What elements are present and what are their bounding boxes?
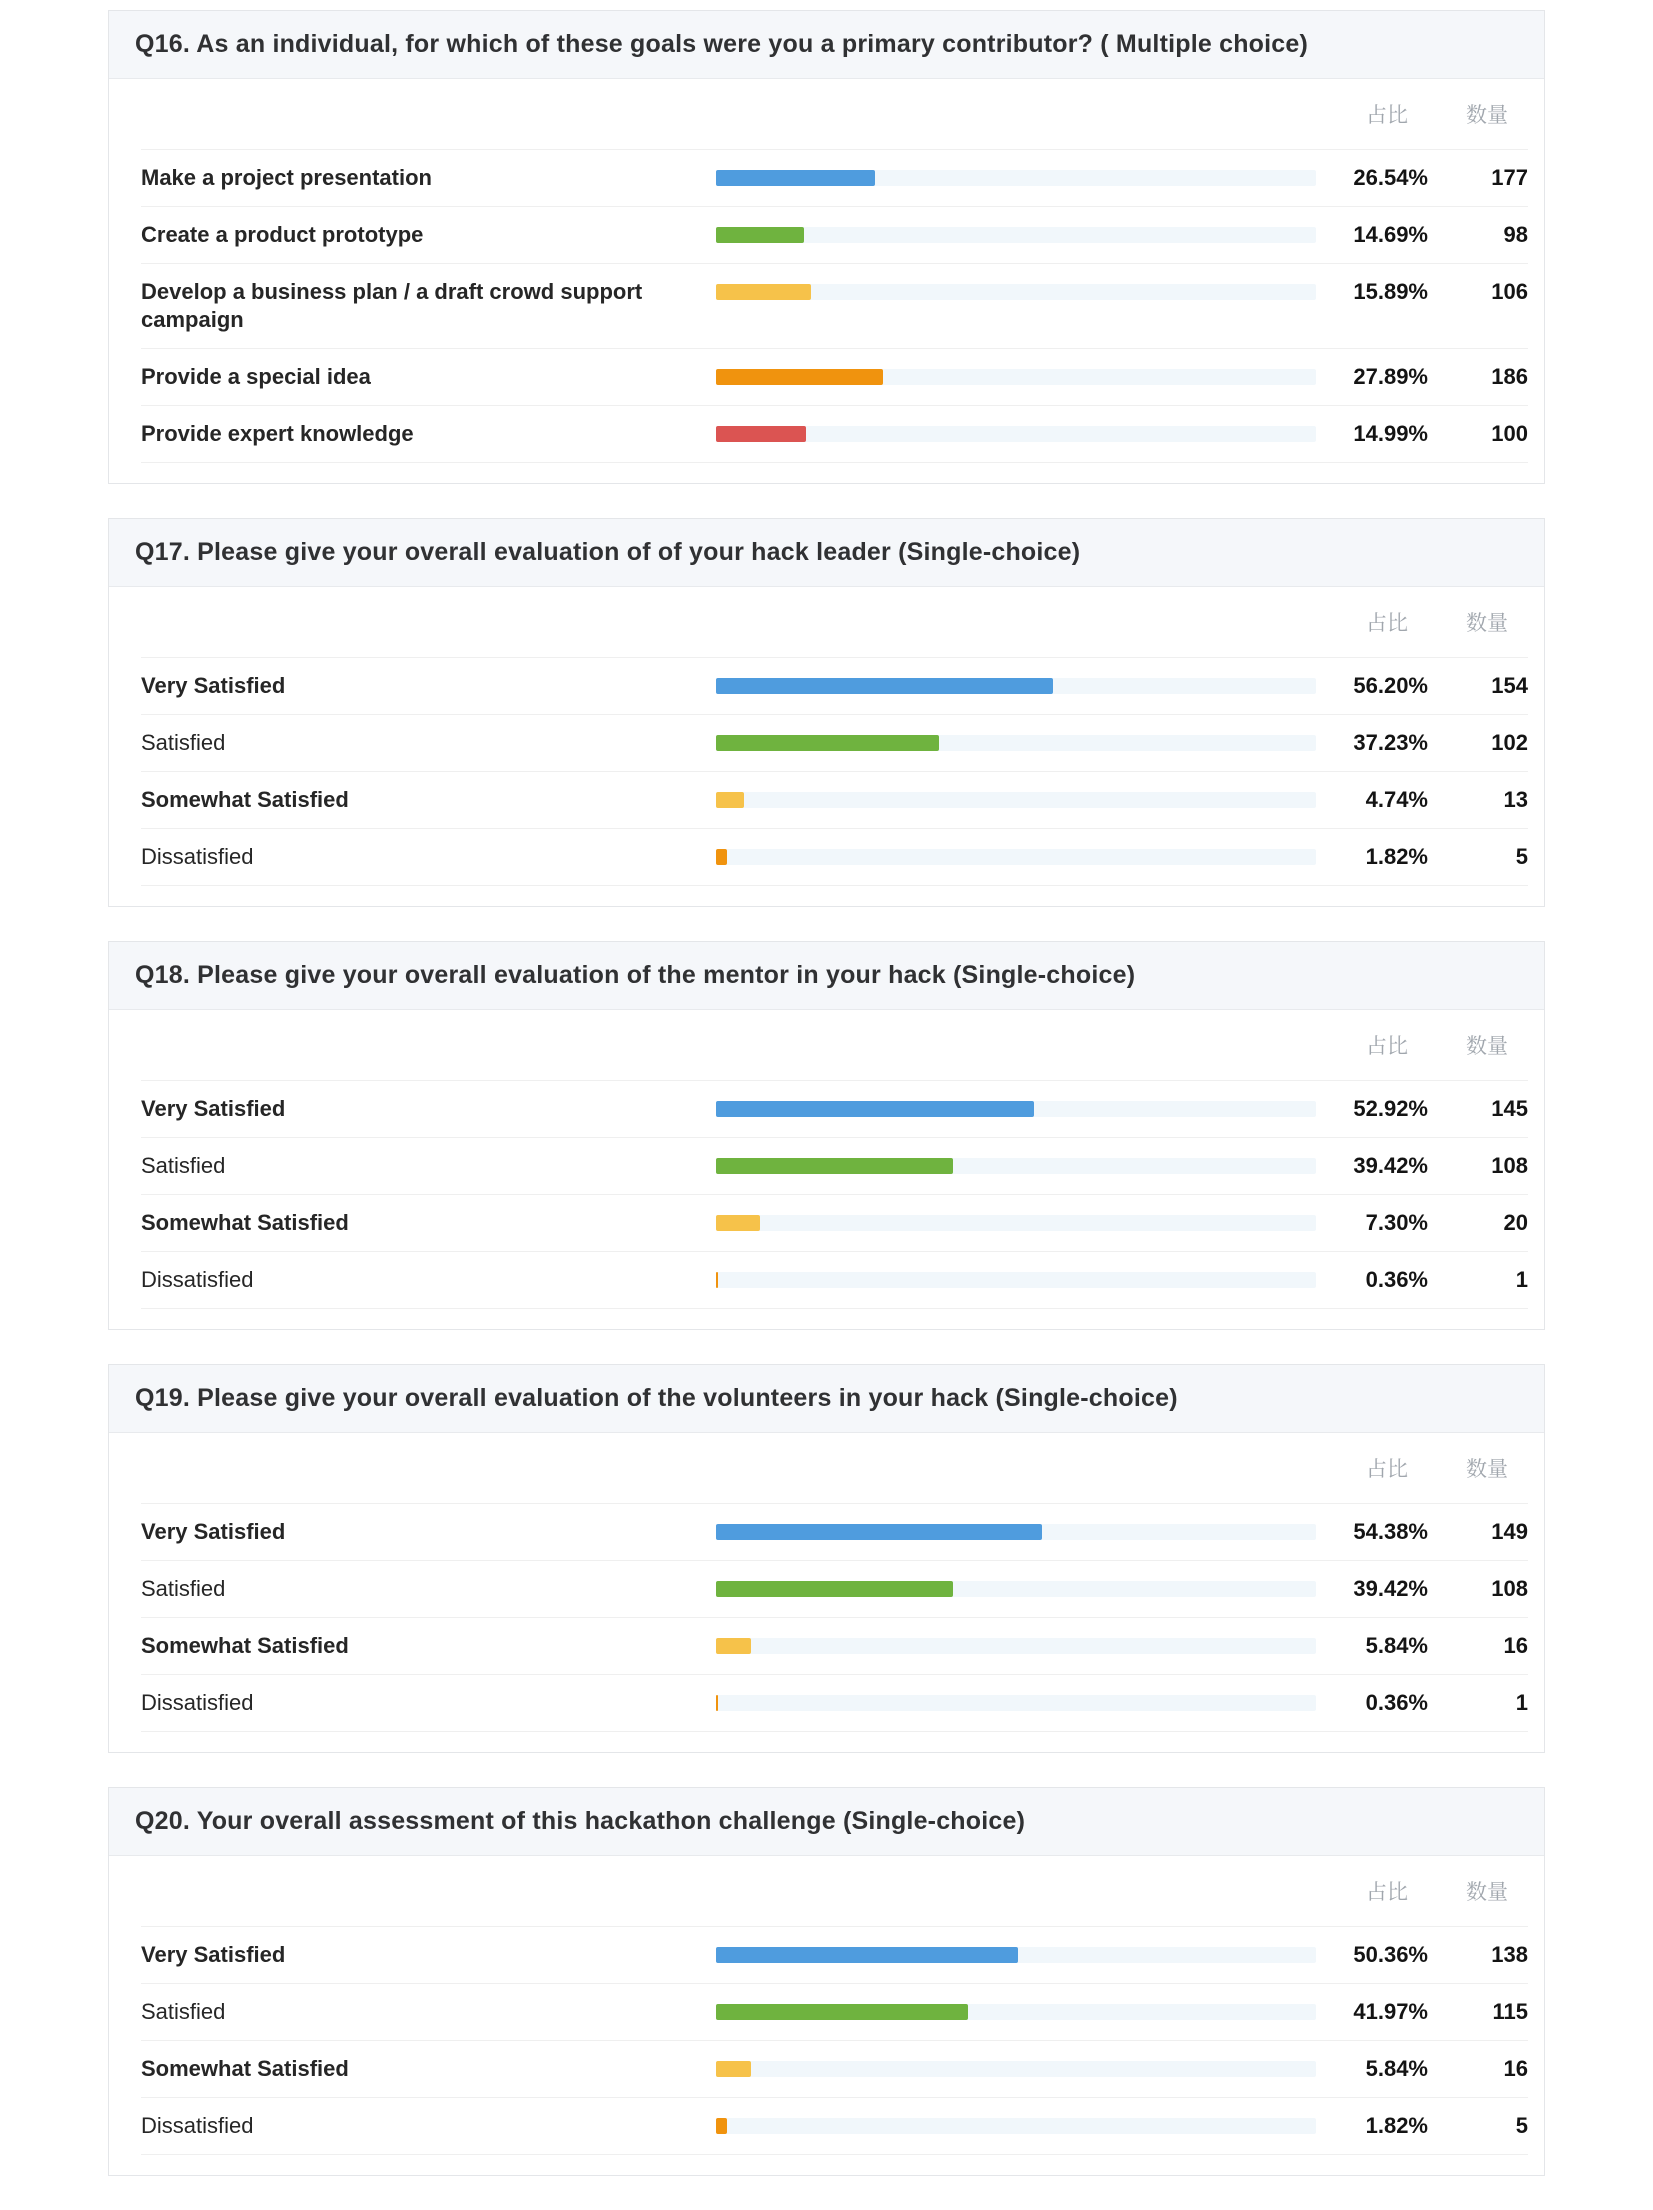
count-value: 102 [1491,730,1528,755]
bar-track [716,1581,1316,1597]
answer-label: Satisfied [141,1999,226,2024]
count-value: 108 [1491,1576,1528,1601]
bar-track [716,426,1316,442]
count-value: 106 [1491,279,1528,304]
table-row [141,715,1528,772]
answer-label: Make a project presentation [141,165,432,190]
bar-track [716,1101,1316,1117]
table-row [141,658,1528,715]
bar-fill [716,426,806,442]
count-value: 186 [1491,364,1528,389]
percent-value: 14.69% [1353,222,1428,247]
percent-value: 54.38% [1353,1519,1428,1544]
question-header [109,942,1544,1010]
bar-track [716,792,1316,808]
bar-fill [716,1524,1042,1540]
percent-value: 0.36% [1365,1690,1428,1715]
table-row [141,1927,1528,1984]
question-title: Q19. Please give your overall evaluation of the volunteers in your hack (Single-choice) [135,1384,1178,1412]
count-value: 108 [1491,1153,1528,1178]
count-value: 154 [1491,673,1528,698]
percent-value: 7.30% [1365,1210,1428,1235]
table-row [141,1138,1528,1195]
question-body [109,1010,1544,1329]
bar-track [716,2004,1316,2020]
percent-value: 52.92% [1353,1096,1428,1121]
count-value: 138 [1491,1942,1528,1967]
bar-track [716,170,1316,186]
question-card-q16 [108,10,1545,484]
percent-value: 5.84% [1365,1633,1428,1658]
count-value: 115 [1492,1999,1528,2024]
table-row [141,406,1528,463]
answer-rows [141,1503,1528,1732]
bar-fill [716,2004,968,2020]
answer-rows [141,1926,1528,2155]
bar-track [716,2118,1316,2134]
bar-track [716,2061,1316,2077]
question-title: Q17. Please give your overall evaluation of of your hack leader (Single-choice) [135,538,1081,566]
bar-fill [716,2061,751,2077]
percent-column-header: 占比 [1366,1458,1408,1481]
answer-label: Provide a special idea [141,364,371,389]
table-row [141,772,1528,829]
bar-fill [716,1101,1034,1117]
answer-label: Provide expert knowledge [141,421,414,446]
bar-fill [716,1695,718,1711]
table-row [141,1561,1528,1618]
question-title: Q16. As an individual, for which of these goals were you a primary contributor? ( Multiple choice) [135,30,1309,58]
percent-value: 1.82% [1365,2113,1428,2138]
answer-label: Somewhat Satisfied [141,2056,349,2081]
table-row [141,150,1528,207]
question-body [109,1433,1544,1752]
bar-fill [716,735,939,751]
count-value: 5 [1515,844,1528,869]
percent-value: 0.36% [1365,1267,1428,1292]
table-row [141,1675,1528,1732]
bar-fill [716,678,1053,694]
answer-label: Very Satisfied [141,1096,286,1121]
percent-value: 39.42% [1353,1153,1428,1178]
question-card-q18 [108,941,1545,1330]
answer-label: Satisfied [141,730,226,755]
bar-fill [716,1947,1018,1963]
bar-track [716,849,1316,865]
bar-track [716,1524,1316,1540]
answer-label: Satisfied [141,1153,226,1178]
column-header-row [141,1010,1528,1080]
column-header-row [141,1433,1528,1503]
question-card-q20 [108,1787,1545,2176]
count-value: 1 [1515,1267,1528,1292]
table-row [141,2098,1528,2155]
count-column-header: 数量 [1466,1881,1508,1904]
answer-rows [141,149,1528,463]
bar-fill [716,849,727,865]
bar-track [716,1947,1316,1963]
question-header [109,519,1544,587]
answer-label: Satisfied [141,1576,226,1601]
table-row [141,2041,1528,2098]
column-header-row [141,1856,1528,1926]
percent-value: 5.84% [1365,2056,1428,2081]
bar-fill [716,1215,760,1231]
answer-label: Somewhat Satisfied [141,787,349,812]
percent-value: 4.74% [1365,787,1428,812]
percent-value: 15.89% [1353,279,1428,304]
count-value: 1 [1515,1690,1528,1715]
percent-value: 37.23% [1353,730,1428,755]
answer-label: Create a product prototype [141,222,424,247]
bar-track [716,1638,1316,1654]
table-row [141,264,1528,349]
cards-container [108,10,1545,2210]
count-column-header: 数量 [1466,1458,1508,1481]
bar-fill [716,2118,727,2134]
count-value: 16 [1503,2056,1528,2081]
bar-track [716,1272,1316,1288]
count-value: 100 [1491,421,1528,446]
bar-fill [716,1581,953,1597]
count-value: 5 [1515,2113,1528,2138]
answer-label: Dissatisfied [141,2113,254,2138]
bar-track [716,1695,1316,1711]
bar-track [716,369,1316,385]
question-header [109,1788,1544,1856]
table-row [141,1195,1528,1252]
answer-label: Somewhat Satisfied [141,1633,349,1658]
bar-fill [716,284,811,300]
bar-track [716,678,1316,694]
count-value: 13 [1503,787,1528,812]
percent-column-header: 占比 [1366,612,1408,635]
table-row [141,1984,1528,2041]
question-header [109,11,1544,79]
column-header-row [141,587,1528,657]
bar-track [716,1158,1316,1174]
bar-fill [716,1272,718,1288]
percent-value: 39.42% [1353,1576,1428,1601]
question-header [109,1365,1544,1433]
count-value: 16 [1503,1633,1528,1658]
bar-fill [716,369,883,385]
answer-rows [141,657,1528,886]
answer-label: Very Satisfied [141,1519,286,1544]
bar-track [716,735,1316,751]
count-value: 149 [1491,1519,1528,1544]
table-row [141,1081,1528,1138]
table-row [141,829,1528,886]
table-row [141,1618,1528,1675]
percent-column-header: 占比 [1366,1035,1408,1058]
answer-label: Very Satisfied [141,673,286,698]
count-column-header: 数量 [1466,1035,1508,1058]
table-row [141,207,1528,264]
count-value: 98 [1503,222,1528,247]
question-body [109,1856,1544,2175]
bar-track [716,227,1316,243]
question-body [109,587,1544,906]
percent-value: 56.20% [1353,673,1428,698]
answer-label: Develop a business plan / a draft crowd support campaign [141,279,643,332]
table-row [141,1252,1528,1309]
percent-value: 1.82% [1365,844,1428,869]
bar-fill [716,1158,953,1174]
percent-column-header: 占比 [1366,1881,1408,1904]
column-header-row [141,79,1528,149]
percent-value: 14.99% [1353,421,1428,446]
percent-value: 27.89% [1353,364,1428,389]
percent-value: 26.54% [1353,165,1428,190]
answer-label: Dissatisfied [141,1267,254,1292]
question-title: Q18. Please give your overall evaluation of the mentor in your hack (Single-choice) [135,961,1136,989]
answer-label: Somewhat Satisfied [141,1210,349,1235]
bar-fill [716,170,875,186]
question-card-q19 [108,1364,1545,1753]
bar-fill [716,227,804,243]
bar-track [716,284,1316,300]
question-body [109,79,1544,483]
table-row [141,1504,1528,1561]
bar-fill [716,1638,751,1654]
count-column-header: 数量 [1466,612,1508,635]
count-value: 20 [1503,1210,1528,1235]
count-value: 145 [1491,1096,1528,1121]
answer-label: Dissatisfied [141,844,254,869]
percent-value: 50.36% [1353,1942,1428,1967]
bar-fill [716,792,744,808]
question-title: Q20. Your overall assessment of this hackathon challenge (Single-choice) [135,1807,1026,1835]
answer-label: Very Satisfied [141,1942,286,1967]
count-column-header: 数量 [1466,104,1508,127]
answer-rows [141,1080,1528,1309]
percent-column-header: 占比 [1366,104,1408,127]
table-row [141,349,1528,406]
bar-track [716,1215,1316,1231]
percent-value: 41.97% [1353,1999,1428,2024]
question-card-q17 [108,518,1545,907]
count-value: 177 [1491,165,1528,190]
answer-label: Dissatisfied [141,1690,254,1715]
